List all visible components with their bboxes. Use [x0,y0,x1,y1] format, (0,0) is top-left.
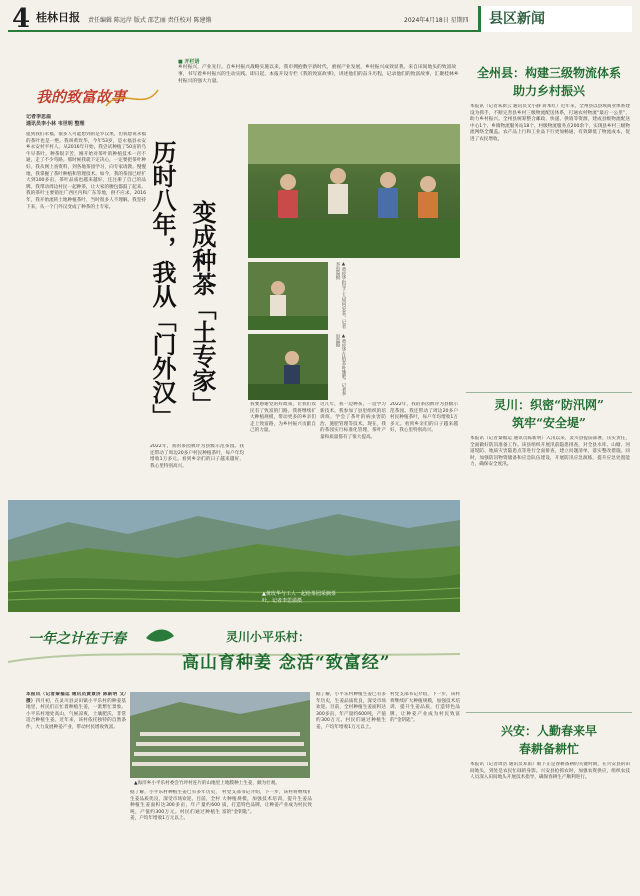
bottom-body-col4: 据了解，小平乐村种植生姜已有多年历史，生姜品质优良，深受市场欢迎。目前，全村种植生姜面积达300多亩，年产量约600吨，产值约300万元。村民们通过种植生姜，户均年增收1万元以上。 [316,692,386,730]
right-divider-2 [466,712,632,713]
article-body-col1: 提到我们永福，很多人可能想到的是罗汉果，但我想说永福的茶叶也是一绝。我叫黄玫华，今年53岁，是永福县永安乡永安村平村人。从2016年开始，我尝试种植了50亩的乌牛早茶叶。种茶很辛苦，刚开始对茶叶的种植技术一窍不通，走了不少弯路。那时候我就下定决心，一定要把茶叶种好。我从网上查资料，到各地茶园学习，向专家请教。慢慢地，我掌握了茶叶种植和管理技术。如今，我的茶园已经扩大到100多亩，茶叶品质也越来越好，还注册了自己的品牌。我带动周边村民一起种茶，让大家的腰包都鼓了起来。我的茶叶主要销往广西区内和广东等地，供不应求。2016年，我开始流转土地种植茶叶，当时很多人不理解。我坚持下来，从一个门外汉变成了种茶的土专家。 [26,132,146,210]
ginger-field-photo [130,692,310,778]
staff-line: 责任编辑 陈远岸 版式 邵艺丽 责任校对 陈建锵 [88,17,212,24]
issue-date: 2024年4月18日 星期四 [404,17,469,24]
intro-box [178,58,460,118]
right-item2-title: 灵川：织密“防汛网” [494,398,604,412]
bottom-byline: 本报讯（记者秦福运 通讯员黄景济 陈新明 文/摄） [26,692,126,704]
right-item1-title: 全州县：构建三级物流体系 [476,66,621,80]
gold-swirl-icon [106,90,158,106]
byline-editors: 通讯员李小林 韦世明 整理 [26,120,85,127]
right-item3-subtitle: 春耕备耕忙 [518,742,579,756]
article-body-col1b: 2022年，我的茶园被评为县级示范茶园。我还带动了周边20多户村民种植茶叶，每户年均增收1万多元。看到乡亲们的日子越来越好，我心里特别高兴。 [150,444,244,469]
fertilizing-photo [248,334,328,400]
bottom-headline: 高山育种姜 念活“致富经” [182,653,391,673]
page-header [8,6,632,32]
teaching-photo [248,262,328,330]
article-body-col2: 我要感谢党的好政策，让我们农民有了致富的门路。我将继续扩大种植规模，带动更多的乡亲们走上致富路，为乡村振兴贡献自己的力量。 [250,402,316,434]
byline-reporter: 记者李思溢 [26,114,52,120]
right-item1-body: 本报讯（记者朱新云 通讯员文小静 蒋本红）近年来，全州县以县域商业体系建设为抓手，不断完善县乡村三级物流配送体系，打通农村物流“最后一公里”，助力乡村振兴。全州县统筹整合邮政、快递、供销等资源，建成县级物流配送中心1个、乡镇物流服务站18个、村级物流服务点200余个，实现县乡村三级物流网络全覆盖。农产品上行和工业品下行更加畅通，有效降低了物流成本，促进了农民增收。 [470,104,630,142]
caption-fertilizing: ▲黄玫华在给茶叶施肥。记者李思溢摄 [335,334,346,397]
caption-teaching: ▲黄玫华指导工人如何采茶。记者李思溢摄 [335,262,346,329]
caption-ginger: ▲海洋乡小平乐村委会竹坪村连片的山地里上地膜种上生姜，颇为壮观。 [134,781,280,786]
spring-plan-title: 一年之计在于春 [28,631,126,647]
bottom-body-col2: 据了解，小平乐村种植生姜已有多年历史，生姜品质优良，深受市场欢迎。目前，全村种植生姜面积达300多亩，年产量约600吨，产值约300万元。村民们通过种植生姜，户均年增收1万元以上。 [130,790,220,822]
headline-part2: 变成种茶「土专家」 [188,200,217,416]
right-item2-body: 本报讯（记者秦福运 通讯员陈新明）入汛以来，灵川县提前部署，压实责任，全面做好防汛准备工作。该县组织开展汛前隐患排查，对全县水库、山塘、河道堤防、地质灾害隐患点等进行全面排查，建立问题清单，落实整改措施。同时，加强防汛物资储备和应急队伍建设，开展防汛应急演练，提升应急处置能力，确保安全度汛。 [470,436,630,468]
article-body-col3: 这几年，我一边种茶，一边学习新技术。我参加了县里组织的培训班，学会了茶叶的病虫害防治、施肥管理等技术。现在，我的茶园实行标准化管理，茶叶产量和质量都有了很大提高。 [320,402,386,440]
right-item1-subtitle: 助力乡村振兴 [512,84,585,98]
leaf-icon [146,630,174,642]
caption-landscape: ▲黄玫华与工人一起给茶园采摘茶叶。记者李思溢摄 [262,591,336,604]
article-body-col4: 2022年，我的茶园被评为县级示范茶园。我还带动了周边20多户村民种植茶叶，每户年均增收1万多元。看到乡亲们的日子越来越好，我心里特别高兴。 [390,402,458,434]
tea-workers-photo [248,124,460,258]
workers-illustration [248,124,460,258]
byline-block [26,114,146,130]
right-divider-1 [466,392,632,393]
intro-label: ■ 开栏语 [178,59,200,65]
headline-part1: 历时八年，我从「门外汉」 [148,140,177,428]
right-item3-title: 兴安：人勤春来早 [500,724,597,738]
story-tag-decoration [104,82,160,112]
right-item3-body: 本报讯（记者周浩 通讯员邓雨）眼下正是春耕备耕的关键时期，在兴安县的田间地头，到处是农民忙碌的身影。兴安县抢抓农时，加强农资供应，组织农技人员深入田间地头开展技术指导，确保春耕生产顺利进行。 [470,762,630,781]
bottom-kicker: 灵川小平乐村： [226,630,311,644]
tea-garden-landscape-photo [8,500,460,612]
story-tag: 我的致富故事 [36,88,127,106]
right-item2-subtitle: 筑牢“安全堤” [512,416,586,430]
bottom-body-col3: 村党支部书记介绍，下一步，该村将继续扩大种植规模，加强技术培训，提升生姜品质，打造特色品牌，让种姜产业成为村民致富的“金钥匙”。 [222,790,312,815]
section-title: 县区新闻 [478,6,632,32]
page-number: 4 [12,4,31,34]
bottom-body-col1: 本报讯（记者秦福运 通讯员黄景济 陈新明 文/摄）四月初，在灵川县灵田镇小平乐村的种姜基地里，村民们正忙着种植生姜，一派繁忙景象。小平乐村地处高山，气候凉爽，土壤肥沃，非常适合种植生姜。近年来，该村依托独特的自然条件，大力发展种姜产业，带动村民增收致富。 [26,692,126,730]
bottom-body-col5: 村党支部书记介绍，下一步，该村将继续扩大种植规模，加强技术培训，提升生姜品质，打造特色品牌，让种姜产业成为村民致富的“金钥匙”。 [390,692,460,724]
paper-name: 桂林日报 [36,11,80,24]
intro-text: 乡村振兴，产业先行。自乡村振兴战略实施以来，我市拥抱数字新时代，重视产业发展，乡村振兴成效显著。来自田间地头的致富故事，书写着乡村振兴的生动实践。即日起，本报开设专栏《我的致富故事》，讲述他们的奋斗历程，记录他们的致富故事，汇聚桂林乡村振兴的强大力量。 [178,65,459,84]
